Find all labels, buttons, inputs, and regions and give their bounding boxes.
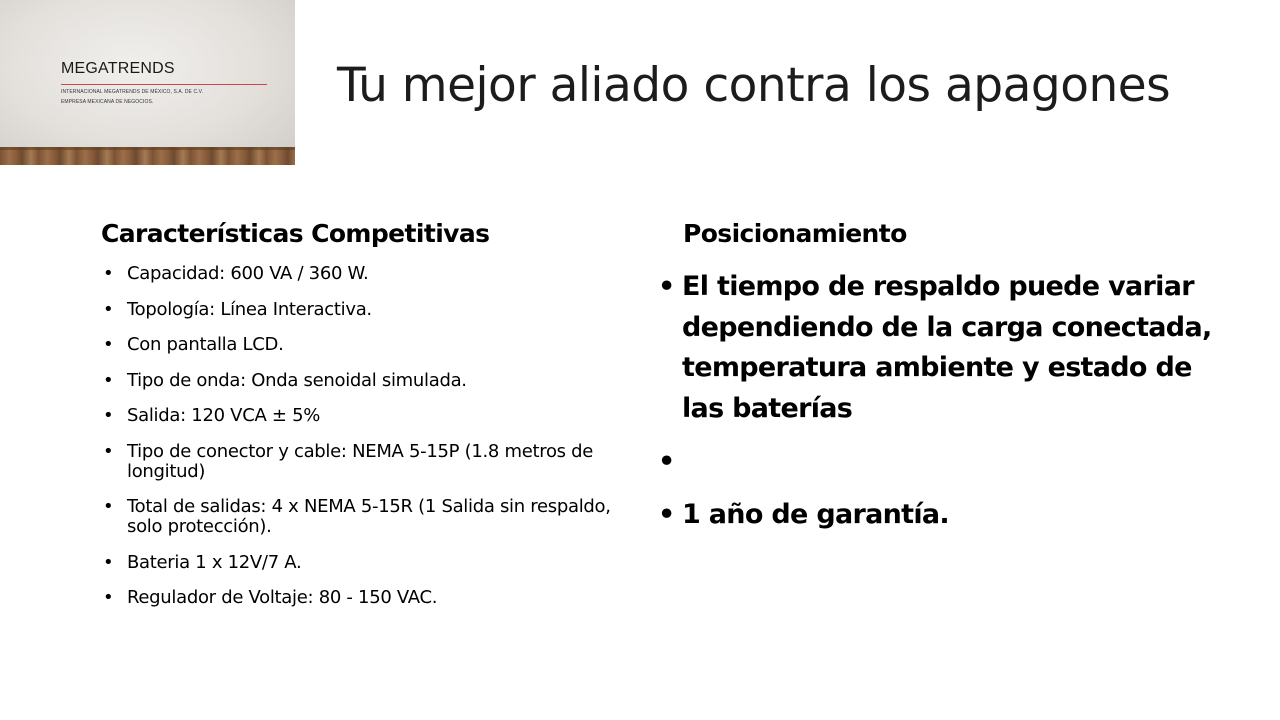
list-item [101, 553, 631, 573]
logo-subtitle-2: EMPRESA MEXICANA DE NEGOCIOS. [61, 99, 154, 105]
list-item [101, 335, 631, 355]
bullet-icon: • [658, 446, 675, 477]
list-item [658, 442, 1218, 482]
list-item-text: Tipo de onda: Onda senoidal simulada. [127, 369, 467, 391]
logo-rule [61, 84, 267, 85]
list-item-text: El tiempo de respaldo puede variar dependiendo de la carga conectada, temperatura ambiente y estado de las baterías [682, 271, 1212, 424]
list-item [658, 267, 1218, 429]
list-item [101, 371, 631, 391]
bullet-icon: • [103, 334, 114, 355]
bullet-icon: • [103, 369, 114, 391]
list-item-text: Capacidad: 600 VA / 360 W. [127, 263, 369, 284]
list-item-text: 1 año de garantía. [682, 499, 949, 530]
list-item [101, 264, 631, 284]
slide-title: Tu mejor aliado contra los apagones [337, 58, 1171, 113]
positioning-list [658, 267, 1218, 549]
bullet-icon: • [103, 405, 114, 426]
bullet-icon: • [103, 298, 114, 320]
list-item-text: Salida: 120 VCA ± 5% [127, 405, 321, 426]
bullet-icon: • [103, 440, 114, 462]
bullet-icon: • [103, 496, 114, 517]
list-item [101, 442, 631, 482]
bullet-icon: • [103, 587, 114, 608]
right-column-heading: Posicionamiento [683, 219, 907, 248]
logo-subtitle-1: INTERNACIONAL MEGATRENDS DE MÉXICO, S.A. DE C.V. [61, 89, 204, 95]
list-item [101, 497, 631, 537]
company-logo [0, 0, 295, 165]
list-item [658, 495, 1218, 536]
list-item-text: Con pantalla LCD. [127, 334, 284, 355]
list-item-text: Topología: Línea Interactiva. [127, 298, 372, 320]
list-item [101, 588, 631, 608]
list-item-text: Tipo de conector y cable: NEMA 5-15P (1.8 metros de longitud) [127, 440, 594, 482]
list-item [101, 300, 631, 320]
bullet-icon: • [658, 499, 675, 530]
left-column-heading: Características Competitivas [101, 219, 490, 248]
bullet-icon: • [103, 551, 114, 573]
list-item [101, 406, 631, 426]
features-list [101, 264, 631, 624]
list-item-text: Total de salidas: 4 x NEMA 5-15R (1 Salida sin respaldo, solo protección). [127, 496, 611, 537]
logo-name: MEGATRENDS [61, 60, 175, 77]
list-item-text: Regulador de Voltaje: 80 - 150 VAC. [127, 587, 438, 608]
logo-wood-floor [0, 147, 295, 165]
list-item-text: Bateria 1 x 12V/7 A. [127, 551, 302, 573]
bullet-icon: • [658, 271, 675, 302]
bullet-icon: • [103, 263, 114, 284]
